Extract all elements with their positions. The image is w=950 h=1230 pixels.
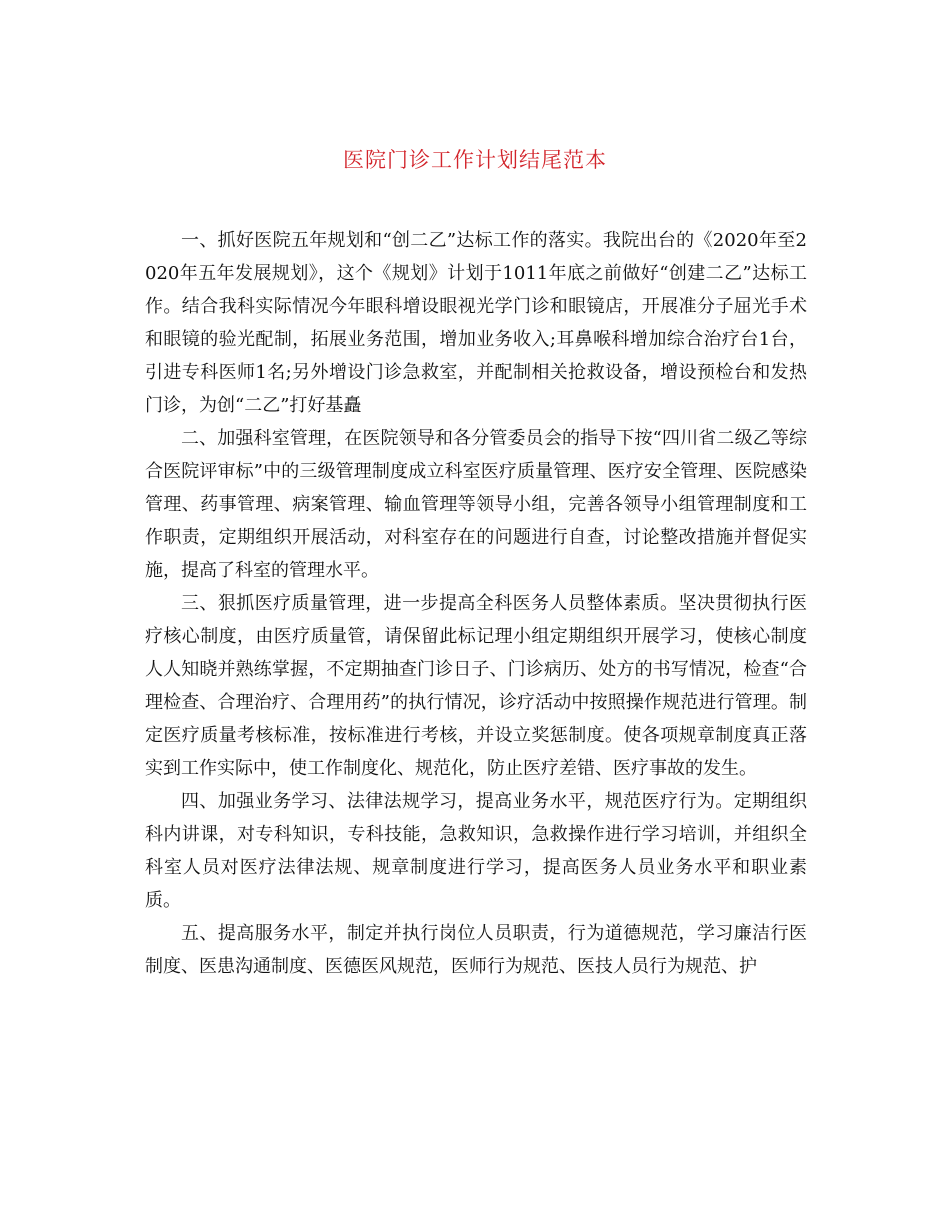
paragraph-4: 四、加强业务学习、法律法规学习，提高业务水平，规范医疗行为。定期组织科内讲课，对专科知识，专科技能，急救知识，急救操作进行学习培训，并组织全科室人员对医疗法律法规、规章制度进行学习，提高医务人员业务水平和职业素质。 [145, 791, 807, 911]
document-body [145, 224, 807, 983]
paragraph-2: 二、加强科室管理，在医院领导和各分管委员会的指导下按“四川省二级乙等综合医院评审标”中的三级管理制度成立科室医疗质量管理、医疗安全管理、医院感染管理、药事管理、病案管理、输血管理等领导小组，完善各领导小组管理制度和工作职责，定期组织开展活动，对科室存在的问题进行自查，讨论整改措施并督促实施，提高了科室的管理水平。 [145, 428, 807, 581]
document-title: 医院门诊工作计划结尾范本 [343, 148, 607, 172]
paragraph-3: 三、狠抓医疗质量管理，进一步提高全科医务人员整体素质。坚决贯彻执行医疗核心制度，由医疗质量管，请保留此标记理小组定期组织开展学习，使核心制度人人知晓并熟练掌握，不定期抽查门诊日子、门诊病历、处方的书写情况，检查“合理检查、合理治疗、合理用药”的执行情况，诊疗活动中按照操作规范进行管理。制定医疗质量考核标准，按标准进行考核，并设立奖惩制度。使各项规章制度真正落实到工作实际中，使工作制度化、规范化，防止医疗差错、医疗事故的发生。 [145, 593, 807, 779]
paragraph-5: 五、提高服务水平，制定并执行岗位人员职责，行为道德规范，学习廉洁行医制度、医患沟通制度、医德医风规范，医师行为规范、医技人员行为规范、护 [145, 923, 807, 977]
paragraph-1: 一、抓好医院五年规划和“创二乙”达标工作的落实。我院出台的《2020年至2020年五年发展规划》，这个《规划》计划于1011年底之前做好“创建二乙”达标工作。结合我科实际情况今年眼科增设眼视光学门诊和眼镜店，开展准分子屈光手术和眼镜的验光配制，拓展业务范围，增加业务收入;耳鼻喉科增加综合治疗台1台，引进专科医师1名;另外增设门诊急救室，并配制相关抢救设备，增设预检台和发热门诊，为创“二乙”打好基矗 [145, 230, 807, 416]
